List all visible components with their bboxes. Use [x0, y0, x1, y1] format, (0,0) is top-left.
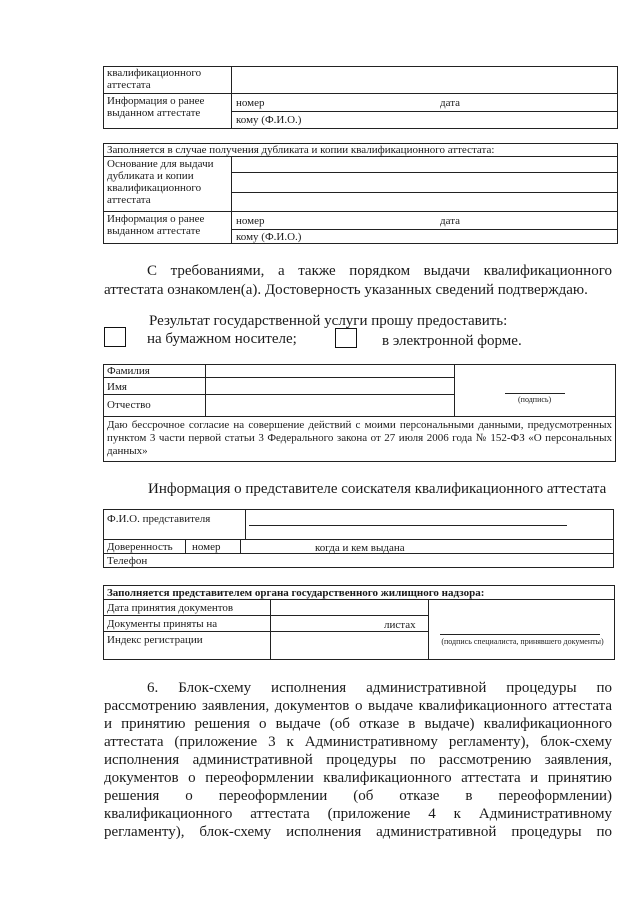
- electronic-option-label: в электронной форме.: [382, 333, 522, 349]
- paragraph-6-line: исполнения административной процедуры по рассмотрению заявления,: [104, 752, 612, 768]
- registration-index-label: Индекс регистрации: [107, 634, 203, 646]
- surname-label: Фамилия: [107, 365, 150, 377]
- to-whom-label-2: кому (Ф.И.О.): [236, 231, 302, 243]
- number-label: номер: [236, 97, 265, 109]
- acknowledgement-line-1: С требованиями, а также порядком выдачи квалификационного: [147, 263, 612, 279]
- basis-label: Основание для выдачи дубликата и копии квалификационного аттестата: [107, 158, 214, 206]
- signature-caption: (подпись): [518, 395, 552, 404]
- name-label: Имя: [107, 381, 127, 393]
- representative-fio-label: Ф.И.О. представителя: [107, 513, 211, 525]
- previous-certificate-label-2: Информация о ранее выданном аттестате: [107, 213, 205, 237]
- paragraph-6-line: решения о переоформлении (об отказе в переоформлении): [104, 788, 612, 804]
- duplicate-header: Заполняется в случае получения дубликата и копии квалификационного аттестата:: [107, 144, 495, 156]
- paper-option-label: на бумажном носителе;: [147, 331, 297, 347]
- acceptance-date-label: Дата принятия документов: [107, 602, 234, 614]
- certificate-label: квалификационного аттестата: [107, 67, 202, 91]
- power-of-attorney-label: Доверенность: [107, 541, 173, 553]
- patronymic-label: Отчество: [107, 399, 151, 411]
- paragraph-6-line: рассмотрению заявления, документов о выдаче квалификационного аттестата: [104, 698, 612, 714]
- docs-accepted-label: Документы приняты на: [107, 618, 218, 630]
- power-number-label: номер: [192, 541, 221, 553]
- acknowledgement-line-2: аттестата ознакомлен(а). Достоверность указанных сведений подтверждаю.: [104, 282, 588, 298]
- paragraph-6: [104, 679, 612, 841]
- number-label-2: номер: [236, 215, 265, 227]
- consent-text: Даю бессрочное согласие на совершение действий с моими персональными данными, предусмотренных пунктом 3 части первой статьи 3 Федерального закона от 27 июля 2006 года № 152-ФЗ «О персональных данных»: [107, 419, 612, 457]
- specialist-signature-caption: (подпись специалиста, принявшего документы): [441, 637, 604, 646]
- paragraph-6-line: 6. Блок-схему исполнения административной процедуры по: [147, 680, 612, 696]
- paragraph-6-line: аттестата (приложение 3 к Административному регламенту), блок-схему: [104, 734, 612, 750]
- paragraph-6-line: и принятию решения о выдаче (об отказе в выдаче) квалификационного: [104, 716, 612, 732]
- date-label-2: дата: [440, 215, 461, 227]
- official-header: Заполняется представителем органа государственного жилищного надзора:: [107, 587, 485, 599]
- power-issued-label: когда и кем выдана: [315, 542, 405, 554]
- representative-title: Информация о представителе соискателя квалификационного аттестата: [148, 481, 607, 497]
- to-whom-label: кому (Ф.И.О.): [236, 114, 302, 126]
- paragraph-6-line: документов о переоформлении квалификационного аттестата и принятию: [104, 770, 612, 786]
- previous-certificate-label: Информация о ранее выданном аттестате: [107, 95, 205, 119]
- paragraph-6-line: регламенту), блок-схему исполнения административной процедуры по: [104, 824, 612, 840]
- paragraph-6-line: квалификационного аттестата (приложение 4 к Административному: [104, 806, 612, 822]
- date-label: дата: [440, 97, 461, 109]
- result-title: Результат государственной услуги прошу предоставить:: [149, 313, 508, 329]
- phone-label: Телефон: [107, 555, 148, 567]
- paper-checkbox[interactable]: [104, 327, 126, 347]
- electronic-checkbox[interactable]: [335, 328, 357, 348]
- sheets-label: листах: [384, 619, 416, 631]
